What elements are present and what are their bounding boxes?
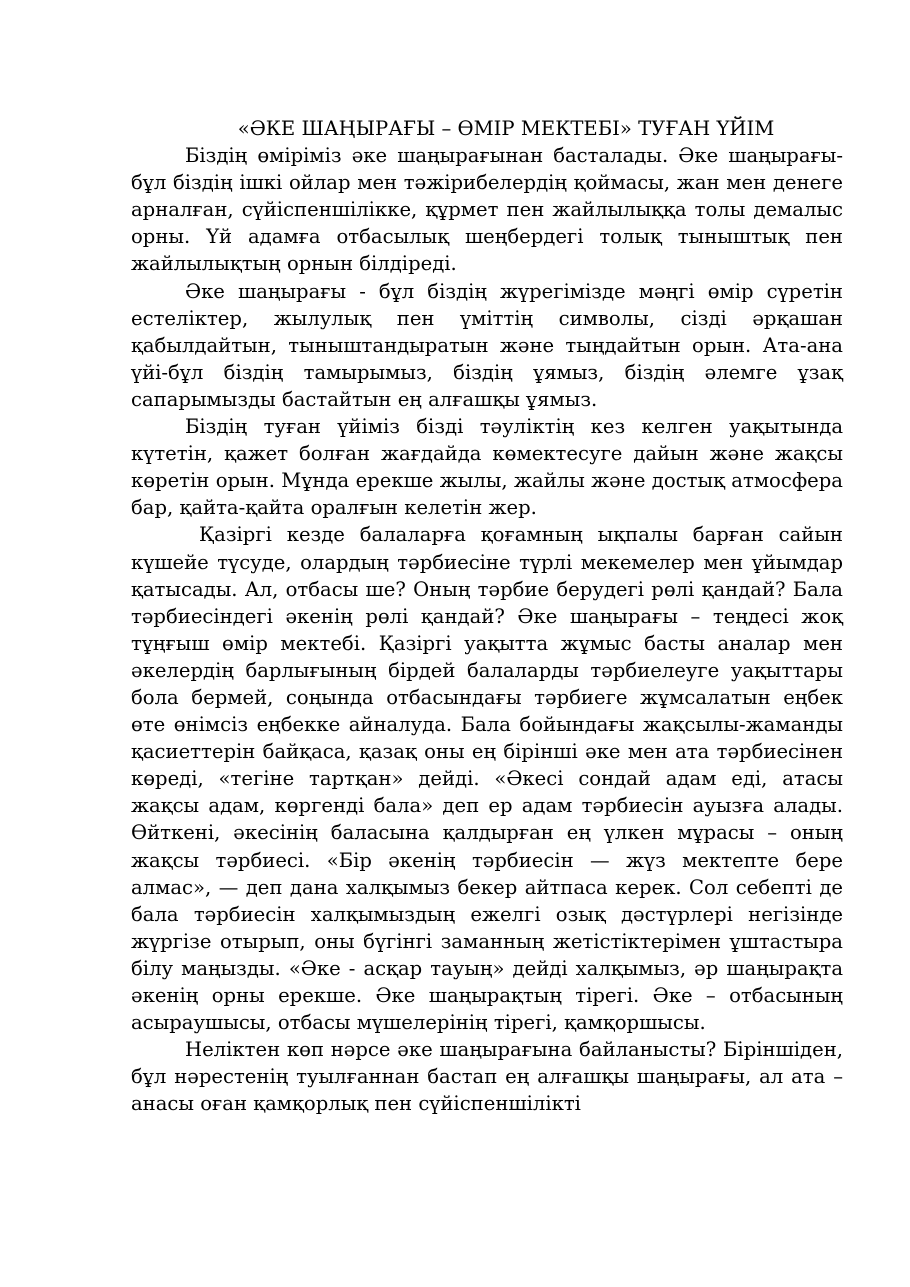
paragraph-4: Қазіргі кезде балаларға қоғамның ықпалы барған сайын күшейе түсуде, олардың тәрбиесіне түрлі мекемелер мен ұйымдар қатысады. Ал, отбасы ше? Оның тәрбие берудегі рөлі қандай? Бала тәрбиесіндегі әкенің рөлі қандай? Әке шаңырағы – теңдесі жоқ тұңғыш өмір мектебі. Қазіргі уақытта жұмыс басты аналар мен әкелердің барлығының бірдей балаларды тәрбиелеуге уақыттары бола бермей, соңында отбасындағы тәрбиеге жұмсалатын еңбек өте өнімсіз еңбекке айналуда. Бала бойындағы жақсылы-жаманды қасиеттерін байқаса, қазақ оны ең бірінші әке мен ата тәрбиесінен көреді, «тегіне тартқан» дейді. «Әкесі сондай адам еді, атасы жақсы адам, көргенді бала» деп ер адам тәрбиесін ауызға алады. Өйткені, әкесінің баласына қалдырған ең үлкен мұрасы – оның жақсы тәрбиесі. «Бір әкенің тәрбиесін — жүз мектепте бере алмас», — деп дана халқымыз бекер айтпаса керек. Сол себепті де бала тәрбиесін халқымыздың ежелгі озық дәстүрлері негізінде жүргізе отырып, оны бүгінгі заманның жетістіктерімен ұштастыра білу маңызды. «Әке - асқар тауың» дейді халқымыз, әр шаңырақта әкенің орны ерекше. Әке шаңырақтың тірегі. Әке – отбасының асыраушысы, отбасы мүшелерінің тірегі, қамқоршысы. [131, 523, 843, 1035]
paragraph-5: Неліктен көп нәрсе әке шаңырағына байланысты? Біріншіден, бұл нәрестенің туылғаннан бастап ең алғашқы шаңырағы, ал ата – анасы оған қамқорлық пен сүйіспеншілікті [131, 1038, 843, 1116]
document-page [131, 115, 843, 1117]
paragraph-3: Біздің туған үйіміз бізді тәуліктің кез келген уақытында күтетін, қажет болған жағдайда көмектесуге дайын және жақсы көретін орын. Мұнда ерекше жылы, жайлы және достық атмосфера бар, қайта-қайта оралғын келетін жер. [131, 415, 843, 520]
paragraph-1: Біздің өміріміз әке шаңырағынан басталады. Әке шаңырағы-бұл біздің ішкі ойлар мен тәжірибелердің қоймасы, жан мен денеге арналған, сүйіспеншілікке, құрмет пен жайлылыққа толы демалыс орны. Үй адамға отбасылық шеңбердегі толық тыныштық пен жайлылықтың орнын білдіреді. [131, 144, 843, 276]
document-title: «ӘКЕ ШАҢЫРАҒЫ – ӨМІР МЕКТЕБІ» ТУҒАН ҮЙІМ [237, 117, 775, 140]
paragraph-2: Әке шаңырағы - бұл біздің жүрегімізде мәңгі өмір сүретін естеліктер, жылулық пен үміттің символы, сізді әрқашан қабылдайтын, тыныштандыратын және тыңдайтын орын. Ата-ана үйі-бұл біздің тамырымыз, біздің ұямыз, біздің әлемге ұзақ сапарымызды бастайтын ең алғашқы ұямыз. [131, 279, 843, 411]
